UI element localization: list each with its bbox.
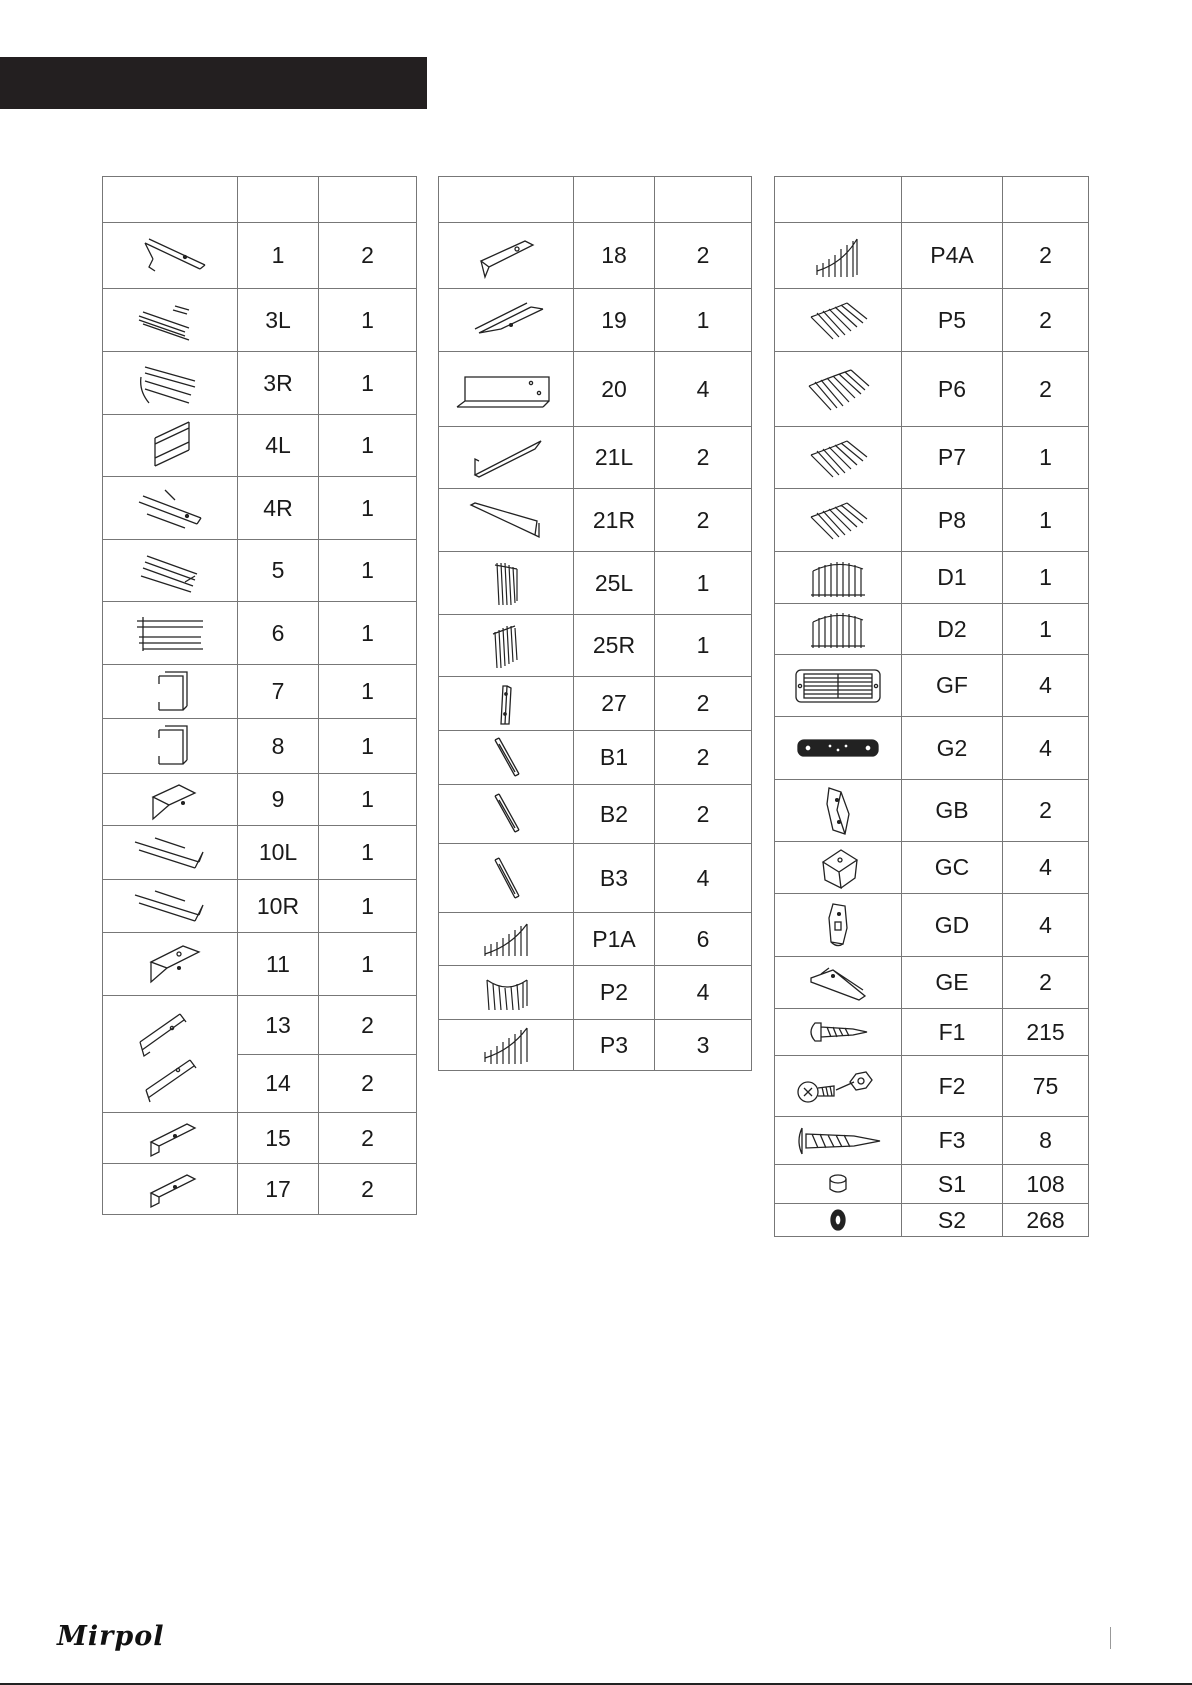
part-qty: 2 — [319, 1164, 417, 1215]
part-code: S2 — [902, 1204, 1003, 1237]
part-qty: 1 — [319, 352, 417, 415]
header-cell — [902, 177, 1003, 223]
rail-profile-icon — [439, 223, 574, 289]
part-code: 21L — [574, 427, 655, 489]
cube-cap-icon — [775, 842, 902, 894]
part-code: F3 — [902, 1117, 1003, 1165]
table-row — [103, 415, 417, 477]
brand-logo: Mirpol — [57, 1621, 165, 1652]
table-row — [439, 731, 752, 785]
part-code: B2 — [574, 785, 655, 844]
part-code: 9 — [238, 774, 319, 826]
table-row — [103, 602, 417, 665]
screw-icon — [775, 1009, 902, 1056]
part-code: 19 — [574, 289, 655, 352]
table-row — [439, 966, 752, 1020]
part-code: 14 — [238, 1055, 319, 1113]
part-code: GF — [902, 655, 1003, 717]
corrugated-panel-icon — [439, 615, 574, 677]
brace-bar-icon — [439, 844, 574, 913]
part-qty: 2 — [1003, 780, 1089, 842]
table-row — [775, 780, 1089, 842]
part-code: 25L — [574, 552, 655, 615]
table-row — [775, 1056, 1089, 1117]
rail-profile-icon — [103, 223, 238, 289]
part-code: 10R — [238, 880, 319, 933]
part-qty: 75 — [1003, 1056, 1089, 1117]
roof-panel-icon — [775, 289, 902, 352]
rail-profile-icon — [103, 477, 238, 540]
parts-table-2 — [438, 176, 752, 1071]
rail-profile-icon — [103, 289, 238, 352]
table-row — [775, 223, 1089, 289]
part-qty: 2 — [319, 1113, 417, 1164]
table-header-row — [103, 177, 417, 223]
curved-panel-icon — [775, 223, 902, 289]
table-row — [439, 615, 752, 677]
table-row — [775, 289, 1089, 352]
curved-panel-icon — [439, 1020, 574, 1071]
roof-panel-icon — [775, 427, 902, 489]
part-code: 6 — [238, 602, 319, 665]
part-code: P3 — [574, 1020, 655, 1071]
part-code: 21R — [574, 489, 655, 552]
part-qty: 2 — [1003, 223, 1089, 289]
table-row — [439, 913, 752, 966]
part-qty: 1 — [655, 615, 752, 677]
table-row — [439, 352, 752, 427]
part-qty: 1 — [319, 880, 417, 933]
parts-table-3 — [774, 176, 1089, 1237]
part-code: 25R — [574, 615, 655, 677]
part-qty: 2 — [319, 223, 417, 289]
table-row — [775, 1165, 1089, 1204]
table-row — [775, 894, 1089, 957]
short-channel-icon — [103, 1113, 238, 1164]
part-code: GE — [902, 957, 1003, 1009]
post-bar-icon — [439, 677, 574, 731]
part-qty: 8 — [1003, 1117, 1089, 1165]
header-cell — [655, 177, 752, 223]
part-code: 10L — [238, 826, 319, 880]
part-code: G2 — [902, 717, 1003, 780]
part-qty: 2 — [1003, 957, 1089, 1009]
table-row — [439, 289, 752, 352]
table-row — [775, 842, 1089, 894]
table-row — [103, 477, 417, 540]
header-cell — [775, 177, 902, 223]
part-qty: 1 — [319, 774, 417, 826]
rail-profile-icon — [439, 289, 574, 352]
part-qty: 1 — [319, 719, 417, 774]
table-row — [775, 489, 1089, 552]
part-code: GC — [902, 842, 1003, 894]
part-qty: 6 — [655, 913, 752, 966]
part-qty: 215 — [1003, 1009, 1089, 1056]
part-qty: 1 — [655, 552, 752, 615]
parts-table-1 — [102, 176, 417, 1215]
door-rail-pair-icon — [103, 996, 238, 1113]
part-code: 27 — [574, 677, 655, 731]
curved-panel-icon — [439, 966, 574, 1020]
part-code: 8 — [238, 719, 319, 774]
roof-panel-icon — [775, 352, 902, 427]
part-code: 7 — [238, 665, 319, 719]
part-qty: 2 — [319, 996, 417, 1055]
part-qty: 4 — [1003, 842, 1089, 894]
brace-bar-icon — [439, 731, 574, 785]
part-qty: 1 — [655, 289, 752, 352]
rail-profile-icon — [103, 602, 238, 665]
part-code: P2 — [574, 966, 655, 1020]
header-cell — [319, 177, 417, 223]
part-qty: 2 — [655, 223, 752, 289]
table-row — [439, 785, 752, 844]
rail-profile-icon — [103, 540, 238, 602]
rail-profile-icon — [103, 880, 238, 933]
part-code: P6 — [902, 352, 1003, 427]
part-qty: 2 — [1003, 289, 1089, 352]
triangle-brace-icon — [439, 427, 574, 489]
part-qty: 4 — [655, 966, 752, 1020]
table-row — [775, 427, 1089, 489]
table-row — [775, 352, 1089, 427]
c-bracket-icon — [103, 665, 238, 719]
part-qty: 1 — [319, 602, 417, 665]
section-header-bar — [0, 57, 427, 109]
part-qty: 2 — [319, 1055, 417, 1113]
header-cell — [574, 177, 655, 223]
table-row — [439, 223, 752, 289]
part-code: 17 — [238, 1164, 319, 1215]
part-qty: 1 — [319, 826, 417, 880]
part-code: GB — [902, 780, 1003, 842]
washer-icon — [775, 1204, 902, 1237]
door-panel-icon — [775, 604, 902, 655]
vent-grille-icon — [775, 655, 902, 717]
part-qty: 4 — [655, 352, 752, 427]
table-row — [103, 826, 417, 880]
part-code: F1 — [902, 1009, 1003, 1056]
table-row — [103, 1164, 417, 1215]
table-row — [775, 604, 1089, 655]
part-code: P5 — [902, 289, 1003, 352]
door-panel-icon — [775, 552, 902, 604]
part-qty: 108 — [1003, 1165, 1089, 1204]
part-qty: 1 — [1003, 552, 1089, 604]
curved-panel-icon — [439, 913, 574, 966]
table-row — [775, 552, 1089, 604]
long-screw-icon — [775, 1117, 902, 1165]
table-row — [439, 1020, 752, 1071]
corrugated-panel-icon — [439, 552, 574, 615]
c-bracket-icon — [103, 719, 238, 774]
table-row — [775, 655, 1089, 717]
table-row — [775, 1117, 1089, 1165]
rail-profile-icon — [103, 415, 238, 477]
table-row — [775, 717, 1089, 780]
part-qty: 2 — [655, 489, 752, 552]
page-divider — [1110, 1627, 1111, 1649]
part-qty: 1 — [319, 540, 417, 602]
table-row — [103, 880, 417, 933]
latch-clip-icon — [775, 894, 902, 957]
part-qty: 4 — [655, 844, 752, 913]
rail-profile-icon — [103, 826, 238, 880]
part-code: 11 — [238, 933, 319, 996]
part-qty: 4 — [1003, 894, 1089, 957]
table-header-row — [439, 177, 752, 223]
part-code: 5 — [238, 540, 319, 602]
part-code: S1 — [902, 1165, 1003, 1204]
part-code: P1A — [574, 913, 655, 966]
header-cell — [439, 177, 574, 223]
part-code: 18 — [574, 223, 655, 289]
part-code: P7 — [902, 427, 1003, 489]
table-row — [103, 933, 417, 996]
header-cell — [1003, 177, 1089, 223]
latch-plate-icon — [775, 780, 902, 842]
part-qty: 1 — [319, 415, 417, 477]
table-row — [439, 489, 752, 552]
part-qty: 1 — [319, 933, 417, 996]
roof-panel-icon — [775, 489, 902, 552]
part-code: GD — [902, 894, 1003, 957]
cap-icon — [775, 1165, 902, 1204]
part-code: 4L — [238, 415, 319, 477]
part-qty: 268 — [1003, 1204, 1089, 1237]
part-code: D1 — [902, 552, 1003, 604]
part-code: 15 — [238, 1113, 319, 1164]
part-qty: 2 — [655, 731, 752, 785]
table-row — [103, 540, 417, 602]
part-qty: 1 — [319, 477, 417, 540]
table-row — [103, 774, 417, 826]
header-cell — [103, 177, 238, 223]
part-code: 4R — [238, 477, 319, 540]
table-row — [103, 996, 417, 1055]
part-qty: 4 — [1003, 655, 1089, 717]
brace-bar-icon — [439, 785, 574, 844]
table-row — [439, 677, 752, 731]
triangle-brace-icon — [439, 489, 574, 552]
part-code: P4A — [902, 223, 1003, 289]
part-qty: 2 — [655, 677, 752, 731]
part-code: B3 — [574, 844, 655, 913]
table-row — [103, 719, 417, 774]
part-qty: 2 — [655, 785, 752, 844]
table-row — [775, 957, 1089, 1009]
table-row — [103, 665, 417, 719]
part-code: 20 — [574, 352, 655, 427]
part-qty: 3 — [655, 1020, 752, 1071]
part-qty: 1 — [1003, 427, 1089, 489]
short-channel-icon — [103, 1164, 238, 1215]
part-code: 13 — [238, 996, 319, 1055]
part-qty: 1 — [319, 665, 417, 719]
part-code: F2 — [902, 1056, 1003, 1117]
table-header-row — [775, 177, 1089, 223]
table-row — [439, 552, 752, 615]
table-row — [775, 1009, 1089, 1056]
angle-bracket-icon — [103, 933, 238, 996]
part-code: D2 — [902, 604, 1003, 655]
bolt-nut-icon — [775, 1056, 902, 1117]
angle-bracket-icon — [439, 352, 574, 427]
part-qty: 1 — [319, 289, 417, 352]
table-row — [103, 289, 417, 352]
table-row — [103, 223, 417, 289]
part-code: 1 — [238, 223, 319, 289]
table-row — [775, 1204, 1089, 1237]
part-qty: 1 — [1003, 489, 1089, 552]
header-cell — [238, 177, 319, 223]
rail-profile-icon — [103, 352, 238, 415]
handle-bar-icon — [775, 717, 902, 780]
table-row — [103, 1113, 417, 1164]
wedge-stop-icon — [775, 957, 902, 1009]
part-qty: 2 — [1003, 352, 1089, 427]
part-code: P8 — [902, 489, 1003, 552]
part-code: 3R — [238, 352, 319, 415]
part-code: 3L — [238, 289, 319, 352]
table-row — [439, 427, 752, 489]
part-qty: 1 — [1003, 604, 1089, 655]
table-row — [439, 844, 752, 913]
part-code: B1 — [574, 731, 655, 785]
part-qty: 2 — [655, 427, 752, 489]
table-row — [103, 352, 417, 415]
angle-bracket-icon — [103, 774, 238, 826]
part-qty: 4 — [1003, 717, 1089, 780]
